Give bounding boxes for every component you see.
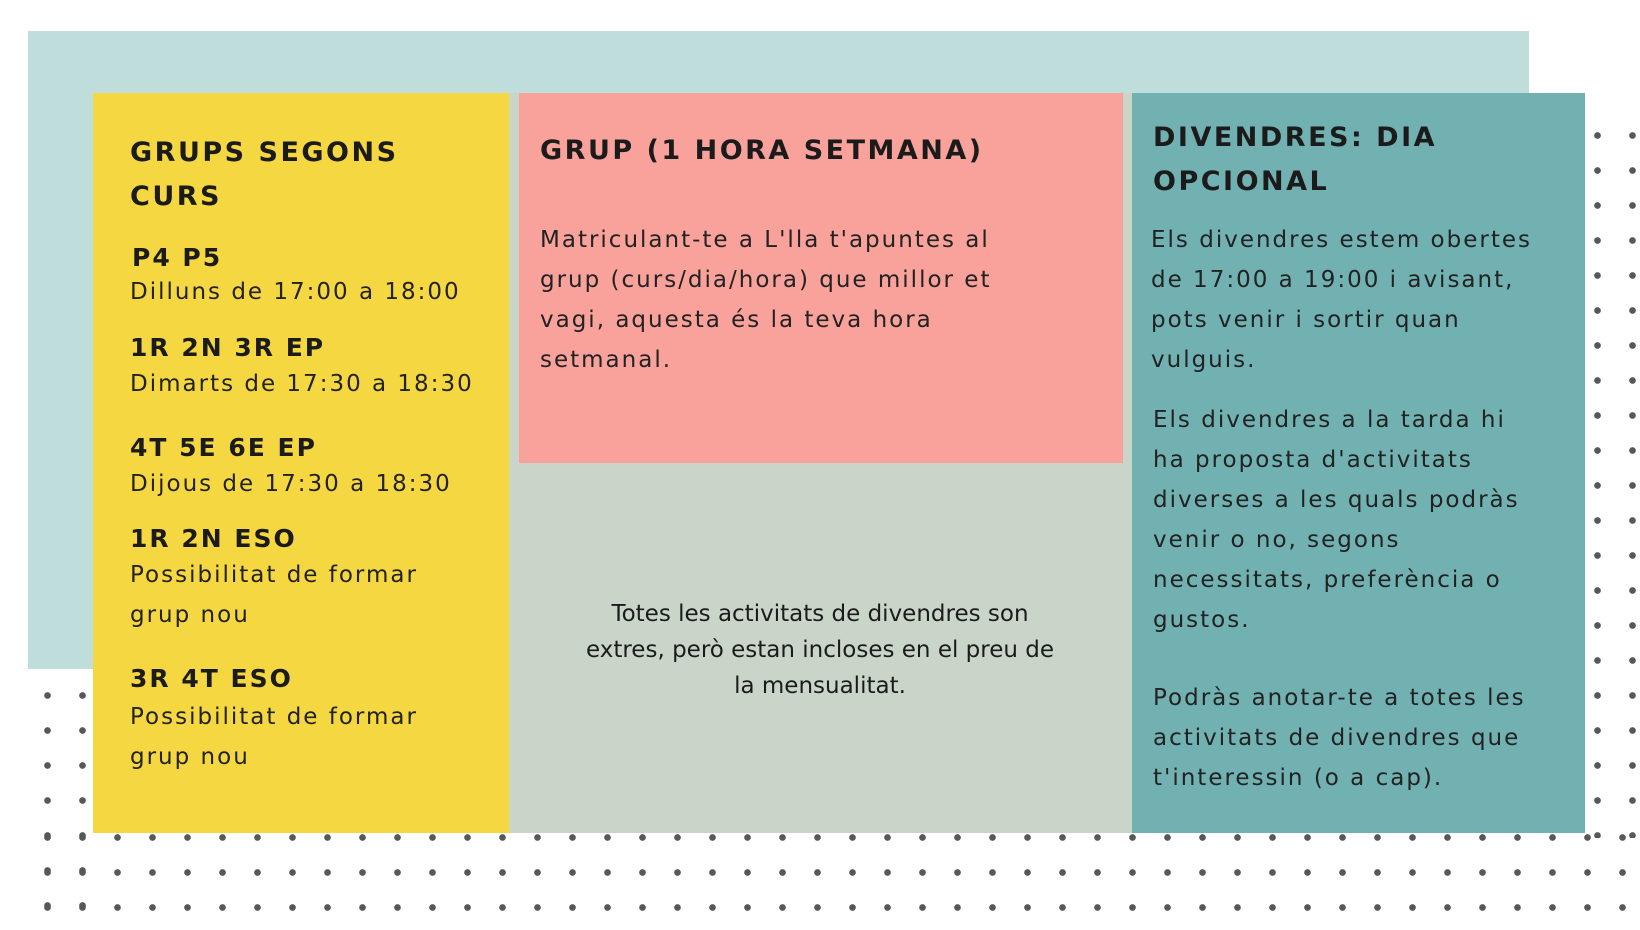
dot-pattern-bottom bbox=[30, 820, 1640, 930]
body-line: Matriculant-te a L'lla t'apuntes al bbox=[540, 227, 990, 253]
paragraph-line: gustos. bbox=[1153, 607, 1251, 633]
paragraph-line: Els divendres estem obertes bbox=[1151, 227, 1532, 253]
schedule-line: Possibilitat de formar bbox=[130, 704, 418, 730]
group-schedule: Dijous de 17:30 a 18:30 bbox=[130, 471, 452, 497]
body-line: setmanal. bbox=[540, 347, 673, 373]
right-paragraph-2 bbox=[1153, 400, 1520, 640]
right-title-line1: DIVENDRES: DIA bbox=[1153, 122, 1438, 153]
paragraph-line: ha proposta d'activitats bbox=[1153, 447, 1473, 473]
note-line: la mensualitat. bbox=[734, 673, 906, 699]
note-line: extres, però estan incloses en el preu de bbox=[585, 637, 1055, 663]
group-schedule: Dimarts de 17:30 a 18:30 bbox=[130, 371, 474, 397]
friday-note bbox=[550, 596, 1090, 704]
body-line: vagi, aquesta és la teva hora bbox=[540, 307, 933, 333]
group-name: 3R 4T ESO bbox=[130, 664, 293, 693]
left-title-line2: CURS bbox=[130, 181, 222, 212]
right-paragraph-3 bbox=[1153, 678, 1526, 798]
group-schedule bbox=[130, 697, 418, 777]
group-name: P4 P5 bbox=[132, 243, 223, 272]
paragraph-line: activitats de divendres que bbox=[1153, 725, 1521, 751]
left-title-line1: GRUPS SEGONS bbox=[130, 137, 399, 168]
paragraph-line: pots venir i sortir quan bbox=[1151, 307, 1461, 333]
paragraph-line: Podràs anotar-te a totes les bbox=[1153, 685, 1526, 711]
dot-pattern-right bbox=[1580, 118, 1640, 838]
paragraph-line: vulguis. bbox=[1151, 347, 1257, 373]
note-line: Totes les activitats de divendres son bbox=[611, 601, 1029, 627]
right-title-line2: OPCIONAL bbox=[1153, 166, 1330, 197]
paragraph-line: de 17:00 a 19:00 i avisant, bbox=[1151, 267, 1515, 293]
middle-panel-title: GRUP (1 HORA SETMANA) bbox=[540, 135, 984, 166]
paragraph-line: diverses a les quals podràs bbox=[1153, 487, 1520, 513]
right-paragraph-1 bbox=[1151, 220, 1532, 380]
group-schedule bbox=[130, 555, 418, 635]
paragraph-line: necessitats, preferència o bbox=[1153, 567, 1502, 593]
left-panel-title bbox=[130, 131, 399, 219]
paragraph-line: t'interessin (o a cap). bbox=[1153, 765, 1444, 791]
paragraph-line: Els divendres a la tarda hi bbox=[1153, 407, 1506, 433]
schedule-line: grup nou bbox=[130, 602, 250, 628]
group-name: 1R 2N 3R EP bbox=[130, 333, 326, 362]
body-line: grup (curs/dia/hora) que millor et bbox=[540, 267, 992, 293]
schedule-line: grup nou bbox=[130, 744, 250, 770]
middle-panel-body bbox=[540, 220, 991, 380]
right-panel-title bbox=[1153, 116, 1437, 204]
group-name: 4T 5E 6E EP bbox=[130, 433, 317, 462]
paragraph-line: venir o no, segons bbox=[1153, 527, 1401, 553]
group-name: 1R 2N ESO bbox=[130, 524, 297, 553]
schedule-line: Possibilitat de formar bbox=[130, 562, 418, 588]
group-schedule: Dilluns de 17:00 a 18:00 bbox=[130, 279, 461, 305]
